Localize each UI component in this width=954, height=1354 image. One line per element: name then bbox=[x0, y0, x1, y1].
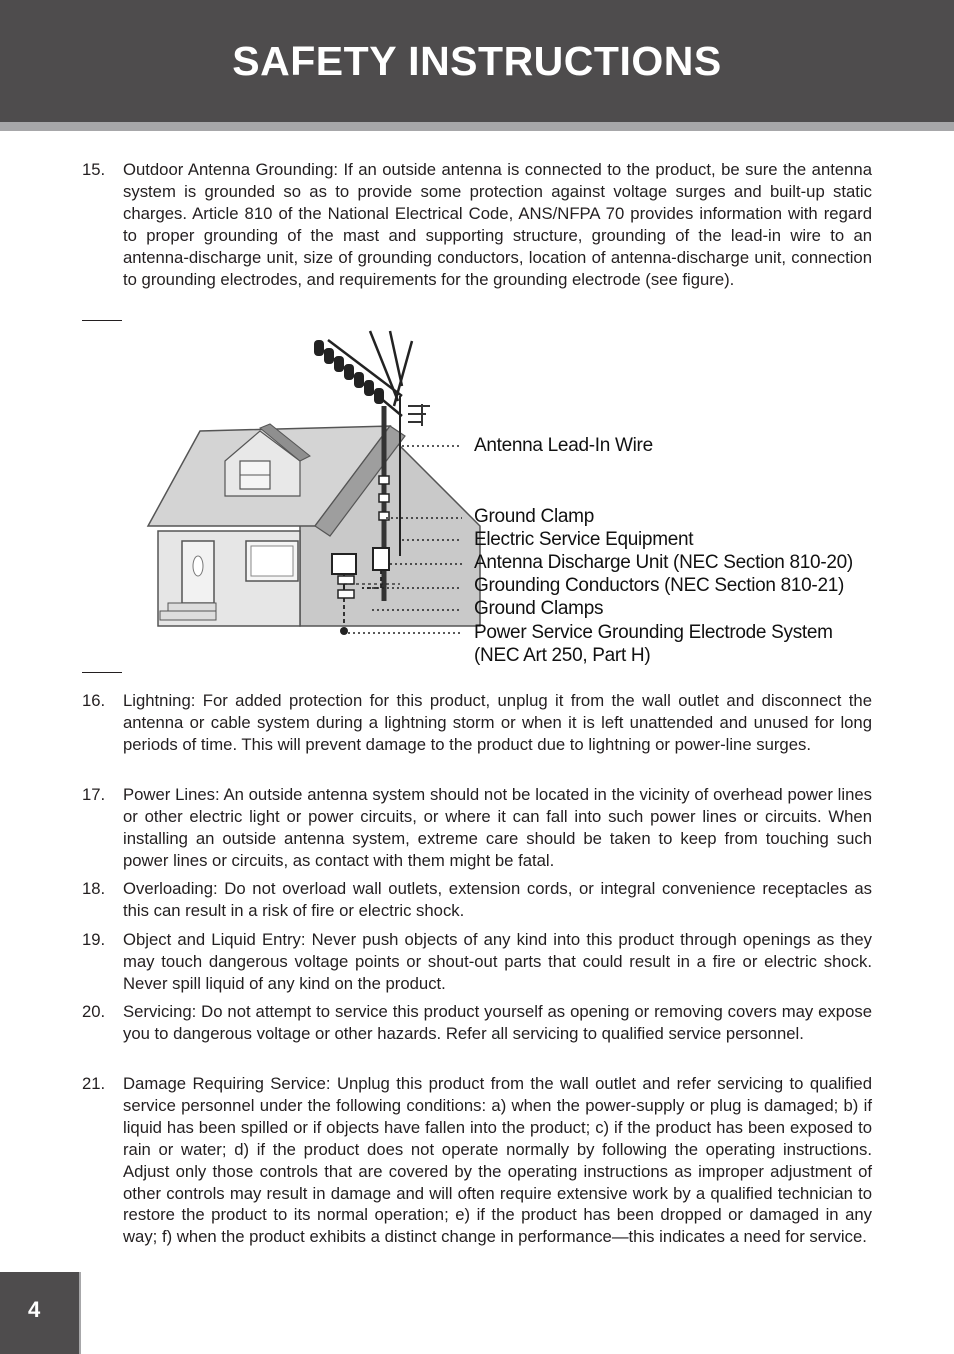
item-number: 19. bbox=[82, 930, 106, 949]
list-item-19 bbox=[82, 929, 872, 995]
label-grounding-conductors: Grounding Conductors (NEC Section 810-21) bbox=[474, 575, 845, 596]
item-number: 20. bbox=[82, 1002, 106, 1021]
label-ground-clamp: Ground Clamp bbox=[474, 506, 594, 527]
header-divider bbox=[0, 122, 954, 131]
label-electrode-system: Power Service Grounding Electrode System bbox=[474, 622, 833, 643]
figure-rule-bottom bbox=[82, 672, 122, 673]
house-antenna-illustration bbox=[140, 326, 880, 672]
page-number: 4 bbox=[28, 1297, 41, 1322]
item-text: Object and Liquid Entry: Never push objects of any kind into this product through openings as they may touch dangerous voltage points or shout-out parts that could result in a fire or electric shock. Never spill liquid of any kind on the product. bbox=[123, 930, 872, 993]
list-item-16 bbox=[82, 690, 872, 756]
item-text: Damage Requiring Service: Unplug this product from the wall outlet and refer servicing to qualified service personnel under the following conditions: a) when the power-supply or plug is damaged; b) if liquid has been spilled or if objects have fallen into the product; c) if the product has been exposed to rain or water; d) if the product does not operate normally by following the operating instructions. Adjust only those controls that are covered by the operating instructions as improper adjustment of other controls may result in damage and will often require extensive work by a qualified technician to restore the product to its normal operation; e) if the product has been dropped or damaged in any way; f) when the product exhibits a distinct change in performance—this indicates a need for service. bbox=[123, 1074, 872, 1247]
list-item-17 bbox=[82, 784, 872, 872]
figure-rule-top bbox=[82, 320, 122, 321]
list-item-21 bbox=[82, 1073, 872, 1248]
list-item-18 bbox=[82, 878, 872, 922]
item-number: 17. bbox=[82, 785, 106, 804]
label-discharge-unit: Antenna Discharge Unit (NEC Section 810-20) bbox=[474, 552, 853, 573]
item-text: Overloading: Do not overload wall outlets, extension cords, or integral convenience receptacles as this can result in a risk of fire or electric shock. bbox=[123, 879, 872, 920]
item-text: Lightning: For added protection for this product, unplug it from the wall outlet and disconnect the antenna or cable system during a lightning storm or when it is left unattended and unused for long periods of time. This will prevent damage to the product due to lightning or power-line surges. bbox=[123, 691, 872, 754]
label-service-equipment: Electric Service Equipment bbox=[474, 529, 694, 550]
antenna-grounding-figure bbox=[140, 326, 880, 672]
label-ground-clamps: Ground Clamps bbox=[474, 598, 604, 619]
item-number: 15. bbox=[82, 160, 106, 179]
label-lead-in-wire: Antenna Lead-In Wire bbox=[474, 435, 653, 456]
item-text: Servicing: Do not attempt to service this product yourself as opening or removing covers may expose you to dangerous voltage or other hazards. Refer all servicing to qualified service personnel. bbox=[123, 1002, 872, 1043]
item-text: Power Lines: An outside antenna system should not be located in the vicinity of overhead power lines or other electric light or power circuits, or where it can fall into such power lines or circuits. When installing an outside antenna system, extreme care should be taken to keep from touching such power lines or circuits, as contact with them might be fatal. bbox=[123, 785, 872, 870]
label-electrode-ref: (NEC Art 250, Part H) bbox=[474, 645, 651, 666]
page-title: SAFETY INSTRUCTIONS bbox=[232, 38, 722, 84]
item-number: 16. bbox=[82, 691, 106, 710]
list-item-15 bbox=[82, 159, 872, 290]
page-number-tab bbox=[0, 1272, 81, 1354]
list-item-20 bbox=[82, 1001, 872, 1045]
item-number: 18. bbox=[82, 879, 106, 898]
item-number: 21. bbox=[82, 1074, 106, 1093]
item-text: Outdoor Antenna Grounding: If an outside antenna is connected to the product, be sure the antenna system is grounded so as to provide some protection against voltage surges and built-up static charges. Article 810 of the National Electrical Code, ANS/NFPA 70 provides information with regard to proper grounding of the mast and supporting structure, grounding of the lead-in wire to an antenna-discharge unit, size of grounding conductors, location of antenna-discharge unit, connection to grounding electrodes, and requirements for the grounding electrode (see figure). bbox=[123, 160, 872, 289]
